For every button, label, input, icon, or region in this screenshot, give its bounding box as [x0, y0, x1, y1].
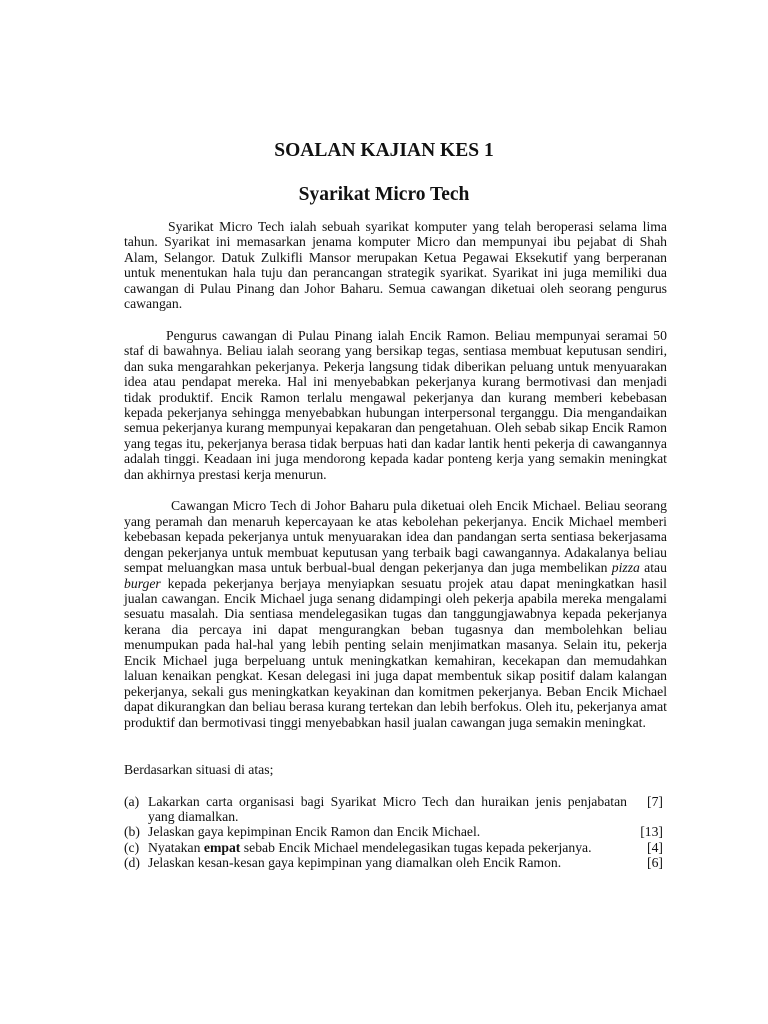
document-body [124, 219, 667, 871]
paragraph-text-segment: kepada pekerjanya berjaya menyiapkan sesuatu projek atau dapat meningkatkan hasil jualan cawangan. Encik Michael juga senang didampingi oleh pekerja apabila mereka mengalami sesuatu masalah. Dia sentiasa mendelegasikan tugas dan tanggungjawabnya kepada pekerjanya kerana dia percaya ini dapat mengurangkan beban tugasnya dan membolehkan beliau menumpukan pada hal-hal yang lebih penting selain menjimatkan masanya. Selain itu, pekerja Encik Michael juga berpeluang untuk meningkatkan kemahiran, kecekapan dan memudahkan laluan kenaikan pengkat. Kesan delegasi ini juga dapat membentuk sikap positif dalam kalangan pekerjanya, sekali gus meningkatkan keyakinan dan komitmen pekerjanya. Beban Encik Michael dapat dikurangkan dan beliau berasa kurang tertekan dan lebih berfokus. Oleh itu, pekerjanya amat produktif dan bermotivasi tinggi menyebabkan hasil jualan cawangan juga semakin meningkat. [124, 575, 667, 730]
question-text: Jelaskan kesan-kesan gaya kepimpinan yang diamalkan oleh Encik Ramon. [148, 855, 562, 871]
question-letter: (d) [124, 855, 140, 871]
question-text-segment: sebab Encik Michael mendelegasikan tugas kepada pekerjanya. [240, 839, 592, 855]
question-marks: [4] [647, 839, 663, 855]
question-letter: (b) [124, 824, 140, 840]
question-item-d [124, 855, 667, 870]
question-text: Jelaskan gaya kepimpinan Encik Ramon dan Encik Michael. [148, 824, 481, 840]
question-text: Lakarkan carta organisasi bagi Syarikat Micro Tech dan huraikan jenis penjabatan yang diamalkan. [148, 793, 627, 824]
question-marks: [7] [647, 793, 663, 809]
bold-empat: empat [203, 839, 241, 855]
questions-prompt: Berdasarkan situasi di atas; [124, 762, 274, 778]
question-text [148, 840, 592, 855]
question-marks: [6] [647, 855, 663, 871]
paragraph-text-segment: Cawangan Micro Tech di Johor Baharu pula diketuai oleh Encik Michael. Beliau seorang yang peramah dan menaruh kepercayaan ke atas kebolehan pekerjanya. Encik Michael memberi kebebasan kepada pekerjanya untuk menyuarakan idea dan pandangan serta sentiasa bekerjasama dengan pekerjanya untuk membuat keputusan yang terbaik bagi cawangannya. Adakalanya beliau sempat meluangkan masa untuk berbual-bual dengan pekerjanya dan juga membelikan [124, 498, 667, 576]
question-text-segment: Nyatakan [148, 839, 204, 855]
question-item-c [124, 840, 667, 855]
italic-pizza: pizza [611, 560, 640, 576]
paragraph-encik-ramon: Pengurus cawangan di Pulau Pinang ialah Encik Ramon. Beliau mempunyai seramai 50 staf di bawahnya. Beliau ialah seorang yang bersikap tegas, sentiasa membuat keputusan sendiri, dan suka mengarahkan pekerjanya. Pekerja langsung tidak diberikan peluang untuk menyuarakan idea atau pendapat mereka. Hal ini menyebabkan pekerjanya kurang bermotivasi dan menjadi tidak produktif. Encik Ramon terlalu mengawal pekerjanya dan kurang memberi kebebasan kepada pekerjanya sehingga menyebabkan hubungan interpersonal terganggu. Dia mengandaikan semua pekerjanya kurang mempunyai kepakaran dan pengetahuan. Oleh sebab sikap Encik Ramon yang tegas itu, pekerjanya berasa tidak berpuas hati dan kadar lantik henti pekerja di cawangannya adalah tinggi. Keadaan ini juga mendorong kepada kadar ponteng kerja yang semakin meningkat dan akhirnya prestasi kerja menurun. [124, 327, 667, 482]
question-item-b [124, 824, 667, 839]
question-list [124, 794, 667, 871]
question-item-a [124, 794, 667, 825]
question-marks: [13] [640, 824, 663, 840]
paragraph-company-overview: Syarikat Micro Tech ialah sebuah syarikat komputer yang telah beroperasi selama lima tahun. Syarikat ini memasarkan jenama komputer Micro dan mempunyai ibu pejabat di Shah Alam, Selangor. Datuk Zulkifli Mansor merupakan Ketua Pegawai Eksekutif yang berperanan untuk menentukan hala tuju dan perancangan strategik syarikat. Syarikat ini juga memiliki dua cawangan di Pulau Pinang dan Johor Baharu. Semua cawangan diketuai oleh seorang pengurus cawangan. [124, 219, 667, 312]
question-letter: (c) [124, 839, 140, 855]
italic-burger: burger [124, 575, 161, 591]
document-subtitle: Syarikat Micro Tech [298, 184, 470, 205]
paragraph-text-segment: atau [639, 560, 667, 576]
document-title: SOALAN KAJIAN KES 1 [274, 140, 494, 161]
question-letter: (a) [124, 793, 140, 809]
paragraph-encik-michael [124, 498, 667, 730]
